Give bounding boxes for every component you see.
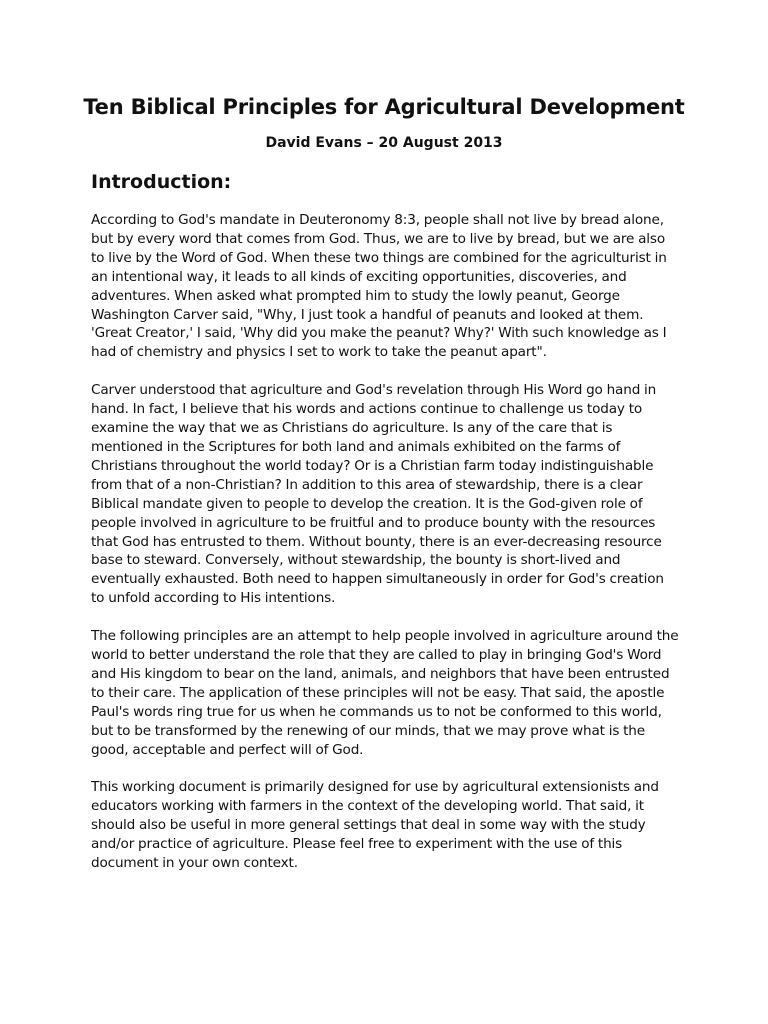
paragraph-3: The following principles are an attempt to help people involved in agriculture around the world to better understand the role that they are called to play in bringing God's Word and His kingdom to bear on the land, animals, and neighbors that have been entrusted to their care. The application of these principles will not be easy. That said, the apostle Paul's words ring true for us when he commands us to not be conformed to this world, but to be transformed by the renewing of our minds, that we may prove what is the good, acceptable and perfect will of God. <box>91 628 679 758</box>
document-title: Ten Biblical Principles for Agricultural Development <box>83 95 685 119</box>
paragraph-2: Carver understood that agriculture and God's revelation through His Word go hand in hand. In fact, I believe that his words and actions continue to challenge us today to examine the way that we as Christians do agriculture. Is any of the care that is mentioned in the Scriptures for both land and animals exhibited on the farms of Christians throughout the world today? Or is a Christian farm today indistinguishable from that of a non-Christian? In addition to this area of stewardship, there is a clear Biblical mandate given to people to develop the creation. It is the God-given role of people involved in agriculture to be fruitful and to produce bounty with the resources that God has entrusted to them. Without bounty, there is an ever-decreasing resource base to steward. Conversely, without stewardship, the bounty is short-lived and eventually exhausted. Both need to happen simultaneously in order for God's creation to unfold according to His intentions. <box>91 382 664 607</box>
author-date-byline: David Evans – 20 August 2013 <box>265 135 503 151</box>
paragraph-1: According to God's mandate in Deuteronomy 8:3, people shall not live by bread alone, but by every word that comes from God. Thus, we are to live by bread, but we are also to live by the Word of God. When these two things are combined for the agriculturist in an intentional way, it leads to all kinds of exciting opportunities, discoveries, and adventures. When asked what prompted him to study the lowly peanut, George Washington Carver said, "Why, I just took a handful of peanuts and looked at them. 'Great Creator,' I said, 'Why did you make the peanut? Why?' With such knowledge as I had of chemistry and physics I set to work to take the peanut apart". <box>91 212 667 361</box>
paragraph-4: This working document is primarily designed for use by agricultural extensionists and educators working with farmers in the context of the developing world. That said, it should also be useful in more general settings that deal in some way with the study and/or practice of agriculture. Please feel free to experiment with the use of this document in your own context. <box>91 779 659 872</box>
section-heading-introduction: Introduction: <box>91 171 232 193</box>
introduction-body <box>91 211 681 892</box>
